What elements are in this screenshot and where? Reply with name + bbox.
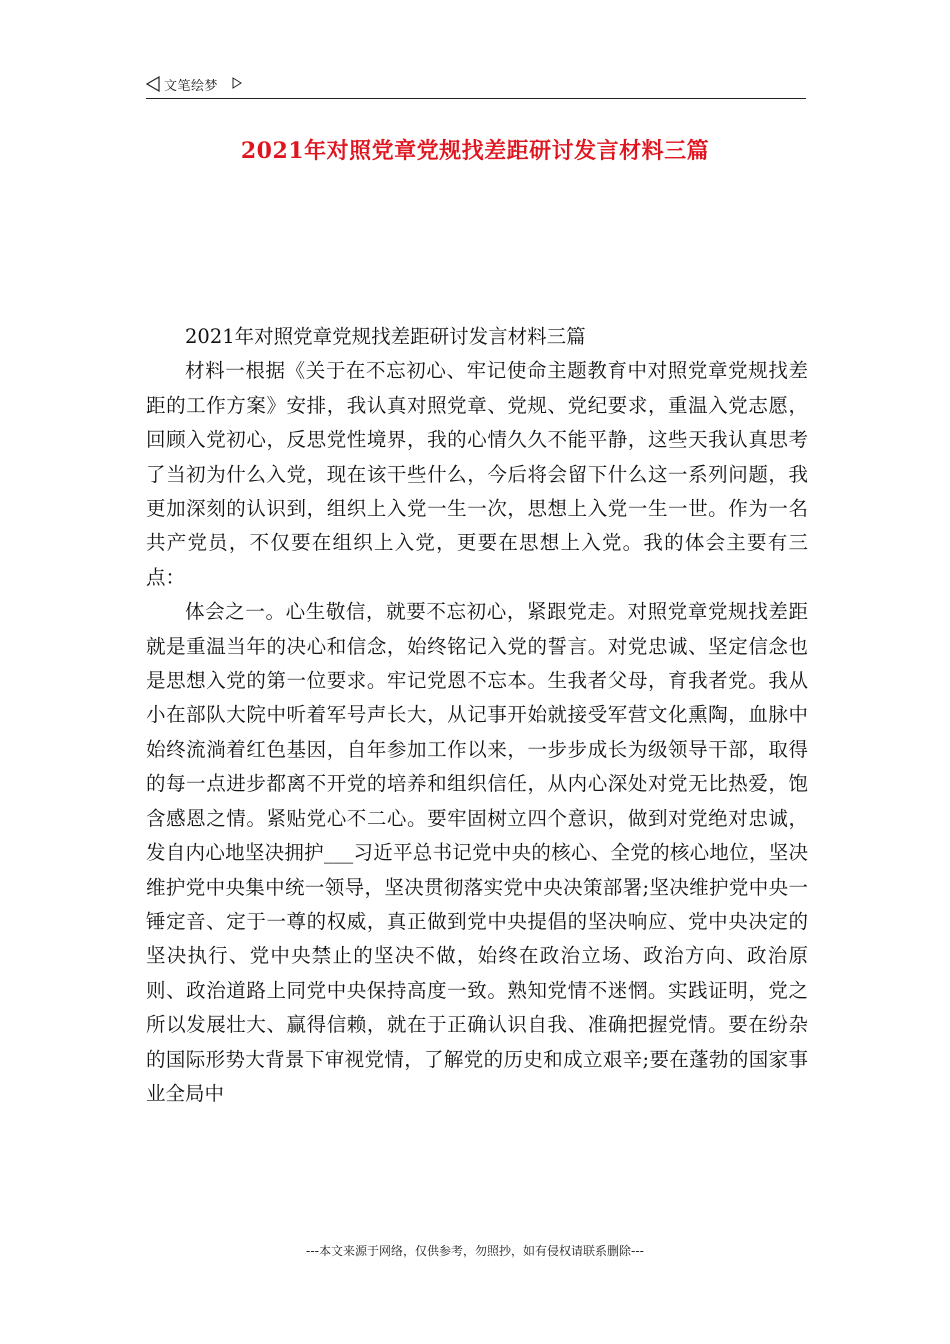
paragraph-1: 材料一根据《关于在不忘初心、牢记使命主题教育中对照党章党规找差距的工作方案》安排，我认真对照党章、党规、党纪要求，重温入党志愿，回顾入党初心，反思党性境界，我的心情久久不能平静，这些天我认真思考了当初为什么入党，现在该干些什么，今后将会留下什么这一系列问题，我更加深刻的认识到，组织上入党一生一次，思想上入党一生一世。作为一名共产党员，不仅要在组织上入党，更要在思想上入党。我的体会主要有三点：: [146, 359, 808, 589]
header-title: 文笔绘梦: [164, 79, 219, 94]
triangle-right-outline-icon: [232, 77, 242, 89]
document-title: 2021年对照党章党规找差距研讨发言材料三篇: [240, 138, 710, 164]
document-body: [146, 320, 808, 1111]
paragraph-heading: 2021年对照党章党规找差距研讨发言材料三篇: [185, 325, 586, 348]
triangle-left-outline-icon: [146, 76, 160, 92]
paragraph-2: 体会之一。心生敬信，就要不忘初心，紧跟党走。对照党章党规找差距就是重温当年的决心和信念，始终铭记入党的誓言。对党忠诚、坚定信念也是思想入党的第一位要求。牢记党恩不忘本。生我者父母，育我者党。我从小在部队大院中听着军号声长大，从记事开始就接受军营文化熏陶，血脉中始终流淌着红色基因，自年参加工作以来，一步步成长为级领导干部，取得的每一点进步都离不开党的培养和组织信任，从内心深处对党无比热爱，饱含感恩之情。紧贴党心不二心。要牢固树立四个意识，做到对党绝对忠诚，发自内心地坚决拥护___习近平总书记党中央的核心、全党的核心地位，坚决维护党中央集中统一领导，坚决贯彻落实党中央决策部署;坚决维护党中央一锤定音、定于一尊的权威，真正做到党中央提倡的坚决响应、党中央决定的坚决执行、党中央禁止的坚决不做，始终在政治立场、政治方向、政治原则、政治道路上同党中央保持高度一致。熟知党情不迷惘。实践证明，党之所以发展壮大、赢得信赖，就在于正确认识自我、准确把握党情。要在纷杂的国际形势大背景下审视党情，了解党的历史和成立艰辛;要在蓬勃的国家事业全局中: [146, 600, 808, 1105]
page-header: [146, 72, 806, 99]
page-footer: ---本文来源于网络，仅供参考，勿照抄，如有侵权请联系删除---: [306, 1244, 644, 1258]
